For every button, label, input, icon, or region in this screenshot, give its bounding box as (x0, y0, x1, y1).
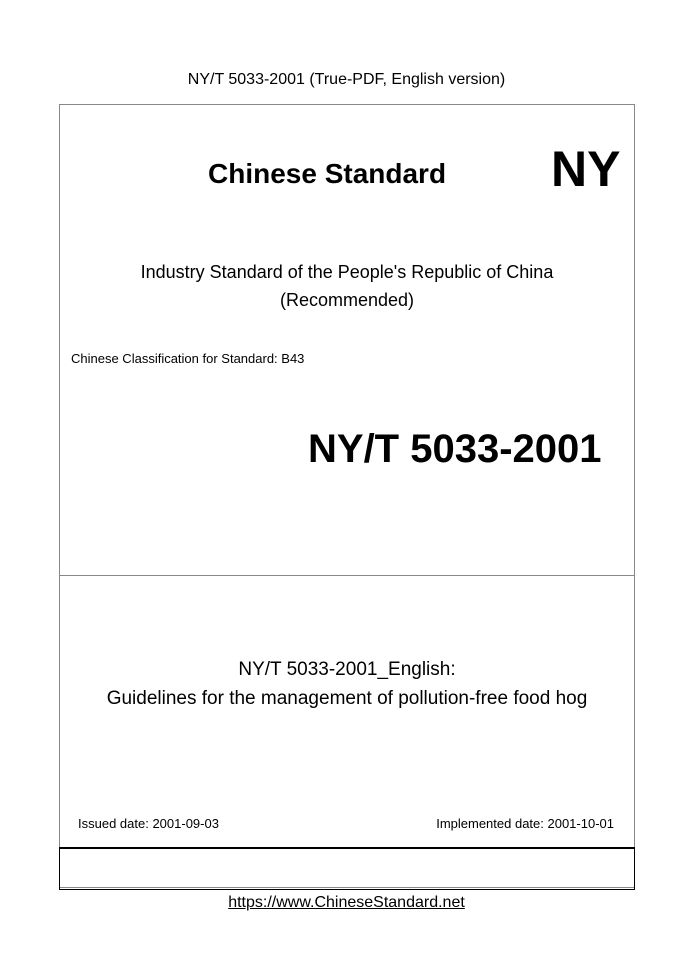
implemented-date: Implemented date: 2001-10-01 (436, 816, 614, 831)
page-header-title: NY/T 5033-2001 (True-PDF, English version) (187, 71, 506, 88)
classification-text: Chinese Classification for Standard: B43 (71, 351, 305, 366)
website-link[interactable]: https://www.ChineseStandard.net (228, 894, 465, 911)
industry-code-mark: NY (551, 141, 621, 197)
chinese-standard-heading: Chinese Standard (208, 158, 447, 189)
cover-bottom-bar (59, 847, 635, 890)
industry-standard-line: Industry Standard of the People's Republic of China (140, 262, 554, 282)
english-title-line-2: Guidelines for the management of pollution-free food hog (106, 688, 588, 709)
issued-date: Issued date: 2001-09-03 (78, 816, 219, 831)
footer (0, 893, 693, 913)
cover-top-section (60, 105, 634, 576)
recommended-line: (Recommended) (279, 290, 415, 310)
english-title-line-1: NY/T 5033-2001_English: (238, 659, 456, 680)
standard-number: NY/T 5033-2001 (308, 427, 602, 471)
cover-frame (59, 104, 635, 888)
